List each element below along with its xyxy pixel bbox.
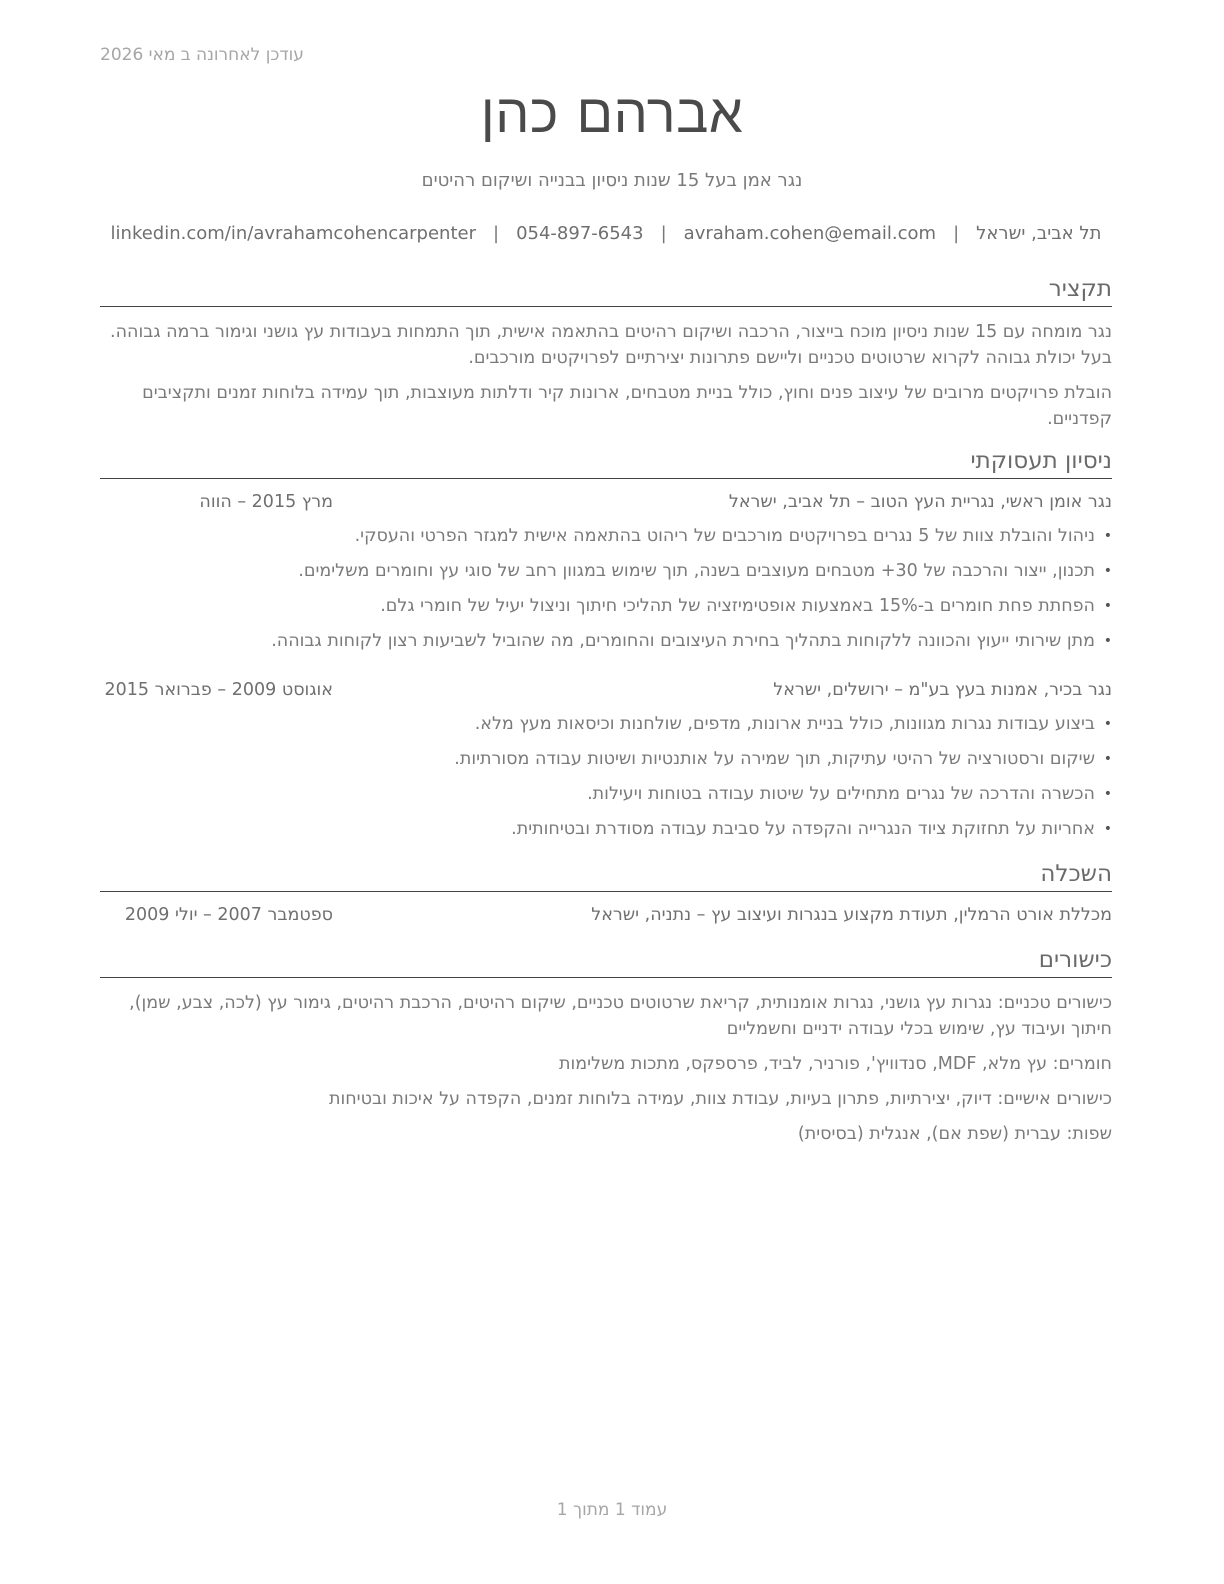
page-number: עמוד 1 מתוך 1 [556, 1500, 668, 1520]
summary-paragraph: נגר מומחה עם 15 שנות ניסיון מוכח בייצור, הרכבה ושיקום רהיטים בהתאמה אישית, תוך התמחות בעבודות עץ גושני וגימור ברמה גבוהה. בעל יכולת גבוהה לקרוא שרטוטים טכניים וליישם פתרונות יצירתיים לפרויקטים מורכבים. [110, 322, 1112, 368]
education-entry [100, 905, 1112, 931]
job-bullets [100, 523, 1112, 663]
contact-linkedin[interactable]: linkedin.com/in/avrahamcohencarpenter [110, 223, 476, 244]
bullet-dot-icon: • [1103, 786, 1112, 802]
skills-line: חומרים: עץ מלא, MDF, סנדוויץ', פורניר, לביד, פרספקס, מתכות משלימות [558, 1054, 1112, 1074]
bullet-item: • תכנון, ייצור והרכבה של 30+ מטבחים מעוצבים בשנה, תוך שימוש במגוון רחב של סוגי עץ וחומרים משלימים. [100, 558, 1112, 593]
education-institution: מכללת אורט הרמלין, תעודת מקצוע בנגרות ועיצוב עץ – נתניה, ישראל [591, 905, 1112, 925]
job-dates: אוגוסט 2009 – פברואר 2015 [104, 680, 333, 700]
section-title-experience: ניסיון תעסוקתי [100, 446, 1112, 479]
summary-paragraph: הובלת פרויקטים מרובים של עיצוב פנים וחוץ, כולל בניית מטבחים, ארונות קיר ודלתות מעוצבות, תוך עמידה בלוחות זמנים ותקציבים קפדניים. [142, 383, 1112, 429]
last-updated-note: עודכן לאחרונה ב מאי 2026 [100, 45, 304, 65]
contact-email[interactable]: avraham.cohen@email.com [683, 223, 937, 244]
contact-location: תל אביב, ישראל [976, 223, 1102, 244]
contact-separator: | [953, 223, 960, 244]
job-dates: מרץ 2015 – הווה [199, 492, 333, 512]
skills-line: כישורים טכניים: נגרות עץ גושני, נגרות אומנותית, קריאת שרטוטים טכניים, שיקום רהיטים, הרכבת רהיטים, גימור עץ (לכה, צבע, שמן), חיתוך ועיבוד עץ, שימוש בכלי עבודה ידניים וחשמליים [129, 993, 1112, 1039]
candidate-name: אברהם כהן [480, 82, 744, 145]
skills-line: שפות: עברית (שפת אם), אנגלית (בסיסית) [797, 1124, 1112, 1144]
bullet-dot-icon: • [1103, 563, 1112, 579]
bullet-item: • הכשרה והדרכה של נגרים מתחילים על שיטות עבודה בטוחות ויעילות. [100, 781, 1112, 816]
bullet-dot-icon: • [1103, 821, 1112, 837]
bullet-dot-icon: • [1103, 751, 1112, 767]
bullet-item: • אחריות על תחזוקת ציוד הנגרייה והקפדה על סביבת עבודה מסודרת ובטיחותית. [100, 816, 1112, 851]
bullet-dot-icon: • [1103, 598, 1112, 614]
bullet-dot-icon: • [1103, 716, 1112, 732]
section-title-skills: כישורים [100, 945, 1112, 978]
education-dates: ספטמבר 2007 – יולי 2009 [124, 905, 333, 925]
bullet-item: • שיקום ורסטורציה של רהיטי עתיקות, תוך שמירה על אותנטיות ושיטות עבודה מסורתיות. [100, 746, 1112, 781]
section-title-summary: תקציר [100, 274, 1112, 307]
bullet-item: • הפחתת פחת חומרים ב-15% באמצעות אופטימיזציה של תהליכי חיתוך וניצול יעיל של חומרי גלם. [100, 593, 1112, 628]
bullet-dot-icon: • [1103, 528, 1112, 544]
contact-separator: | [493, 223, 500, 244]
contact-phone[interactable]: 054-897-6543 [516, 223, 644, 244]
skills-line: כישורים אישיים: דיוק, יצירתיות, פתרון בעיות, עבודת צוות, עמידה בלוחות זמנים, הקפדה על איכות ובטיחות [328, 1089, 1112, 1109]
bullet-item: • ניהול והובלת צוות של 5 נגרים בפרויקטים מורכבים של ריהוט בהתאמה אישית למגזר הפרטי והעסקי. [100, 523, 1112, 558]
bullet-item: • מתן שירותי ייעוץ והכוונה ללקוחות בתהליך בחירת העיצובים והחומרים, מה שהוביל לשביעות רצון לקוחות גבוהה. [100, 628, 1112, 663]
candidate-tagline: נגר אמן בעל 15 שנות ניסיון בבנייה ושיקום רהיטים [421, 170, 803, 191]
job-header [100, 492, 1112, 518]
job-header [100, 680, 1112, 706]
bullet-item: • ביצוע עבודות נגרות מגוונות, כולל בניית ארונות, מדפים, שולחנות וכיסאות מעץ מלא. [100, 711, 1112, 746]
job-bullets [100, 711, 1112, 851]
contact-line [100, 223, 1112, 244]
job-role: נגר בכיר, אמנות בעץ בע"מ – ירושלים, ישראל [773, 680, 1112, 700]
job-role: נגר אומן ראשי, נגריית העץ הטוב – תל אביב, ישראל [728, 492, 1112, 512]
contact-separator: | [660, 223, 667, 244]
bullet-dot-icon: • [1103, 633, 1112, 649]
section-title-education: השכלה [100, 859, 1112, 892]
